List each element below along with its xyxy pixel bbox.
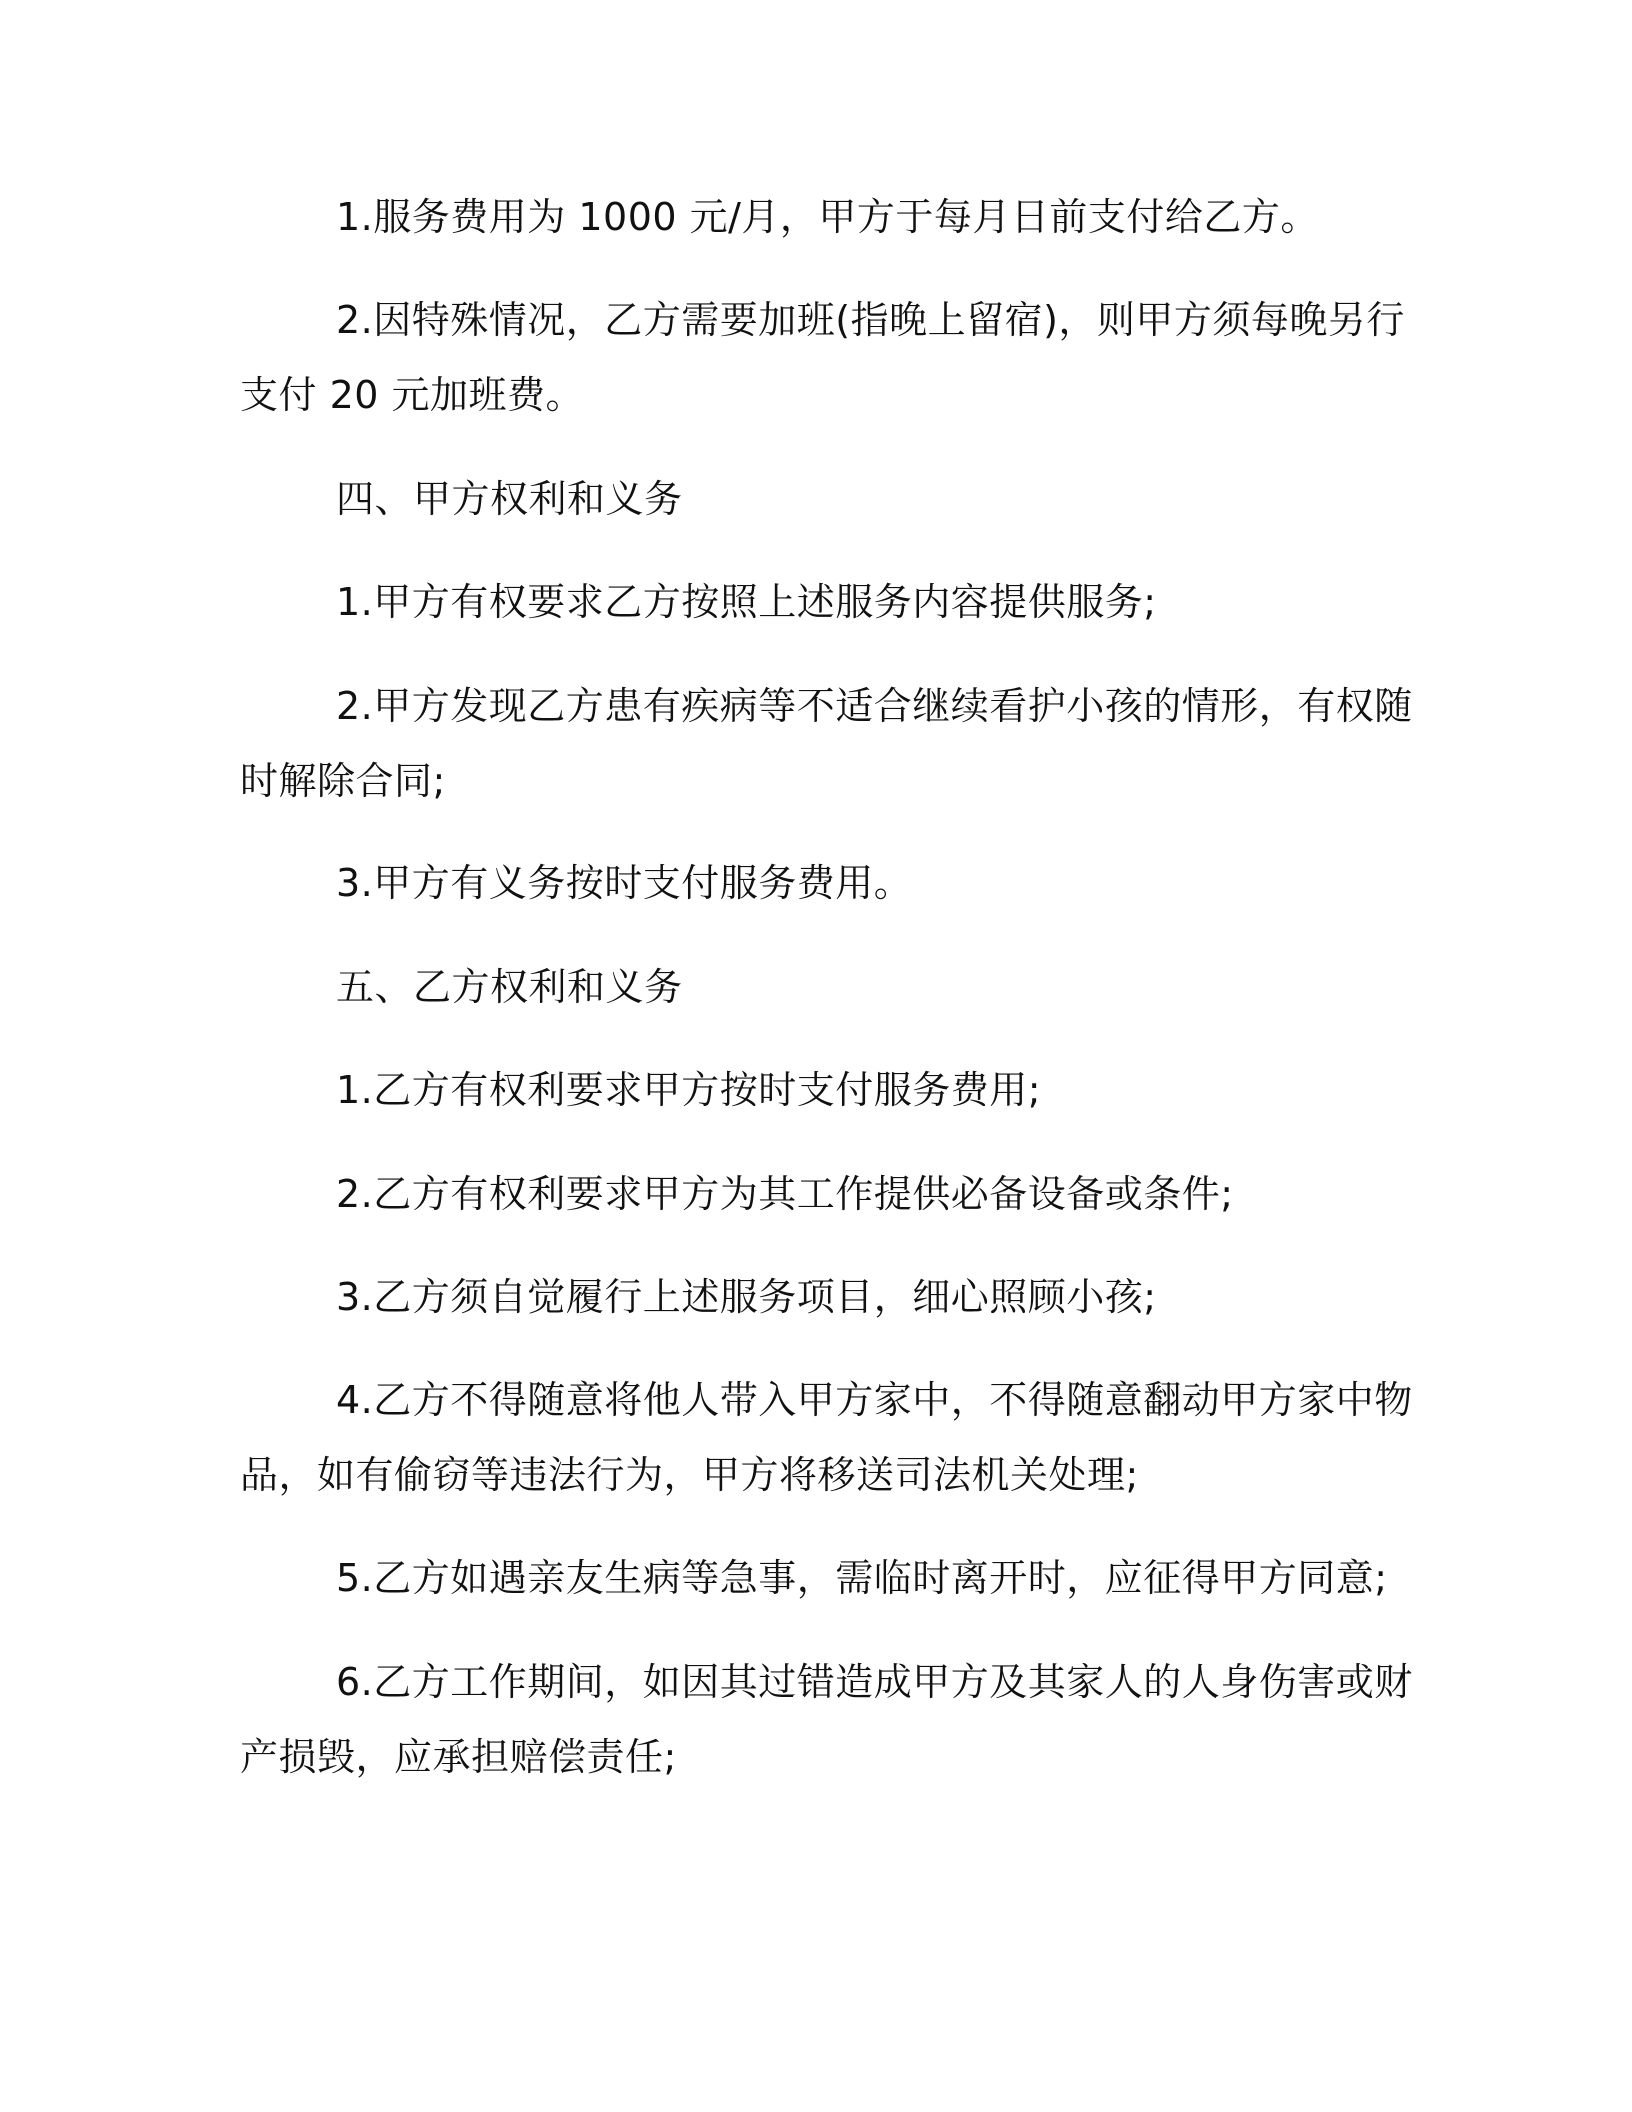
section-heading-text: 四、甲方权利和义务 bbox=[336, 477, 683, 521]
paragraph-party-b-6 bbox=[240, 1645, 1413, 1795]
paragraph-line: 产损毁，应承担赔偿责任; bbox=[240, 1735, 677, 1779]
paragraph-line: 1.服务费用为 1000 元/月，甲方于每月日前支付给乙方。 bbox=[336, 195, 1319, 239]
paragraph-line: 5.乙方如遇亲友生病等急事，需临时离开时，应征得甲方同意; bbox=[336, 1556, 1388, 1600]
section-heading-text: 五、乙方权利和义务 bbox=[336, 965, 683, 1009]
paragraph-line: 1.甲方有权要求乙方按照上述服务内容提供服务; bbox=[336, 580, 1157, 624]
paragraph-line: 1.乙方有权利要求甲方按时支付服务费用; bbox=[336, 1068, 1042, 1112]
paragraph-party-b-5 bbox=[240, 1541, 1388, 1616]
paragraph-party-b-3 bbox=[240, 1260, 1370, 1335]
paragraph-line: 4.乙方不得随意将他人带入甲方家中，不得随意翻动甲方家中物 bbox=[336, 1378, 1413, 1422]
paragraph-line: 3.甲方有义务按时支付服务费用。 bbox=[336, 861, 913, 905]
paragraph-party-b-1 bbox=[240, 1053, 1370, 1128]
paragraph-line: 支付 20 元加班费。 bbox=[240, 373, 585, 417]
paragraph-line: 品，如有偷窃等违法行为，甲方将移送司法机关处理; bbox=[240, 1453, 1139, 1497]
section-heading-party-b bbox=[240, 950, 1370, 1025]
paragraph-party-a-1 bbox=[240, 565, 1370, 640]
paragraph-line: 2.甲方发现乙方患有疾病等不适合继续看护小孩的情形，有权随 bbox=[336, 684, 1413, 728]
section-heading-party-a bbox=[240, 462, 1370, 537]
paragraph-line: 2.因特殊情况，乙方需要加班(指晚上留宿)，则甲方须每晚另行 bbox=[336, 298, 1405, 342]
paragraph-line: 2.乙方有权利要求甲方为其工作提供必备设备或条件; bbox=[336, 1172, 1234, 1216]
paragraph-party-a-3 bbox=[240, 846, 1370, 921]
paragraph-overtime bbox=[240, 283, 1405, 433]
paragraph-service-fee bbox=[240, 180, 1370, 255]
paragraph-line: 3.乙方须自觉履行上述服务项目，细心照顾小孩; bbox=[336, 1275, 1157, 1319]
paragraph-party-b-4 bbox=[240, 1363, 1413, 1513]
paragraph-party-a-2 bbox=[240, 669, 1413, 819]
paragraph-party-b-2 bbox=[240, 1157, 1370, 1232]
paragraph-line: 6.乙方工作期间，如因其过错造成甲方及其家人的人身伤害或财 bbox=[336, 1660, 1413, 1704]
paragraph-line: 时解除合同; bbox=[240, 759, 446, 803]
